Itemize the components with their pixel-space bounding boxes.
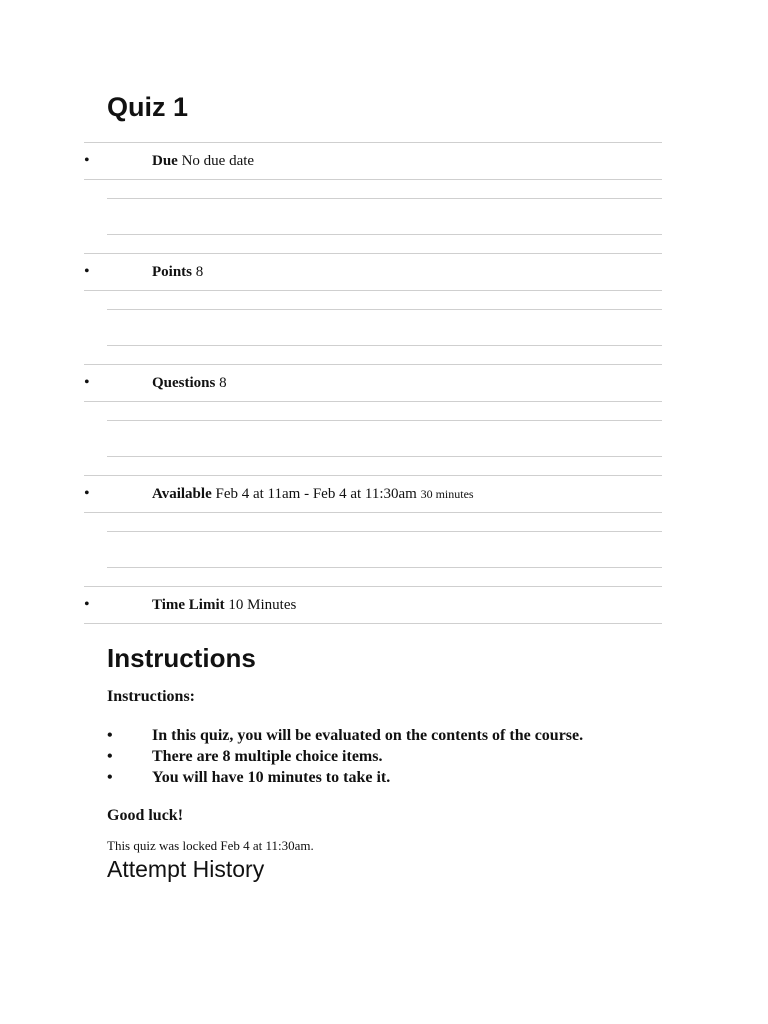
instructions-heading: Instructions <box>107 643 256 673</box>
divider <box>107 456 662 457</box>
divider <box>84 401 662 402</box>
quiz-title: Quiz 1 <box>107 92 189 122</box>
divider <box>84 512 662 513</box>
detail-label: Points <box>152 264 193 280</box>
instruction-text: You will have 10 minutes to take it. <box>152 769 391 786</box>
detail-value: Feb 4 at 11am - Feb 4 at 11:30am <box>215 486 417 502</box>
bullet-icon: • <box>84 596 90 613</box>
detail-value: 8 <box>195 264 204 280</box>
detail-label: Questions <box>152 375 216 391</box>
bullet-icon: • <box>107 769 113 786</box>
detail-label: Due <box>152 153 178 169</box>
divider <box>107 345 662 346</box>
divider <box>84 475 662 476</box>
instructions-subheading: Instructions: <box>107 688 196 705</box>
divider <box>84 364 662 365</box>
detail-value: 8 <box>219 375 227 391</box>
divider <box>107 567 662 568</box>
detail-value: No due date <box>181 153 255 169</box>
divider <box>107 420 662 421</box>
divider <box>84 253 662 254</box>
divider <box>107 198 662 199</box>
good-luck-text: Good luck! <box>107 807 184 824</box>
divider <box>84 142 662 143</box>
divider <box>84 586 662 587</box>
bullet-icon: • <box>84 374 90 391</box>
lock-notice: This quiz was locked Feb 4 at 11:30am. <box>107 838 314 853</box>
divider <box>84 179 662 180</box>
detail-points <box>84 261 662 283</box>
detail-questions <box>84 372 662 394</box>
instructions-list <box>107 725 707 788</box>
bullet-icon: • <box>107 748 113 765</box>
list-item <box>107 746 707 767</box>
detail-due <box>84 150 662 172</box>
instruction-text: There are 8 multiple choice items. <box>152 748 383 765</box>
bullet-icon: • <box>84 263 90 280</box>
bullet-icon: • <box>84 485 90 502</box>
divider <box>84 290 662 291</box>
divider <box>84 623 662 624</box>
bullet-icon: • <box>107 727 113 744</box>
divider <box>107 309 662 310</box>
list-item <box>107 767 707 788</box>
divider <box>107 234 662 235</box>
detail-value: 10 Minutes <box>228 597 297 613</box>
detail-label: Time Limit <box>152 597 225 613</box>
divider <box>107 531 662 532</box>
instruction-text: In this quiz, you will be evaluated on the contents of the course. <box>152 727 584 744</box>
detail-time-limit <box>84 594 662 616</box>
detail-label: Available <box>152 486 212 502</box>
detail-duration: 30 minutes <box>420 487 474 501</box>
attempt-history-heading: Attempt History <box>107 856 265 882</box>
detail-available <box>84 483 662 505</box>
bullet-icon: • <box>84 152 90 169</box>
list-item <box>107 725 707 746</box>
